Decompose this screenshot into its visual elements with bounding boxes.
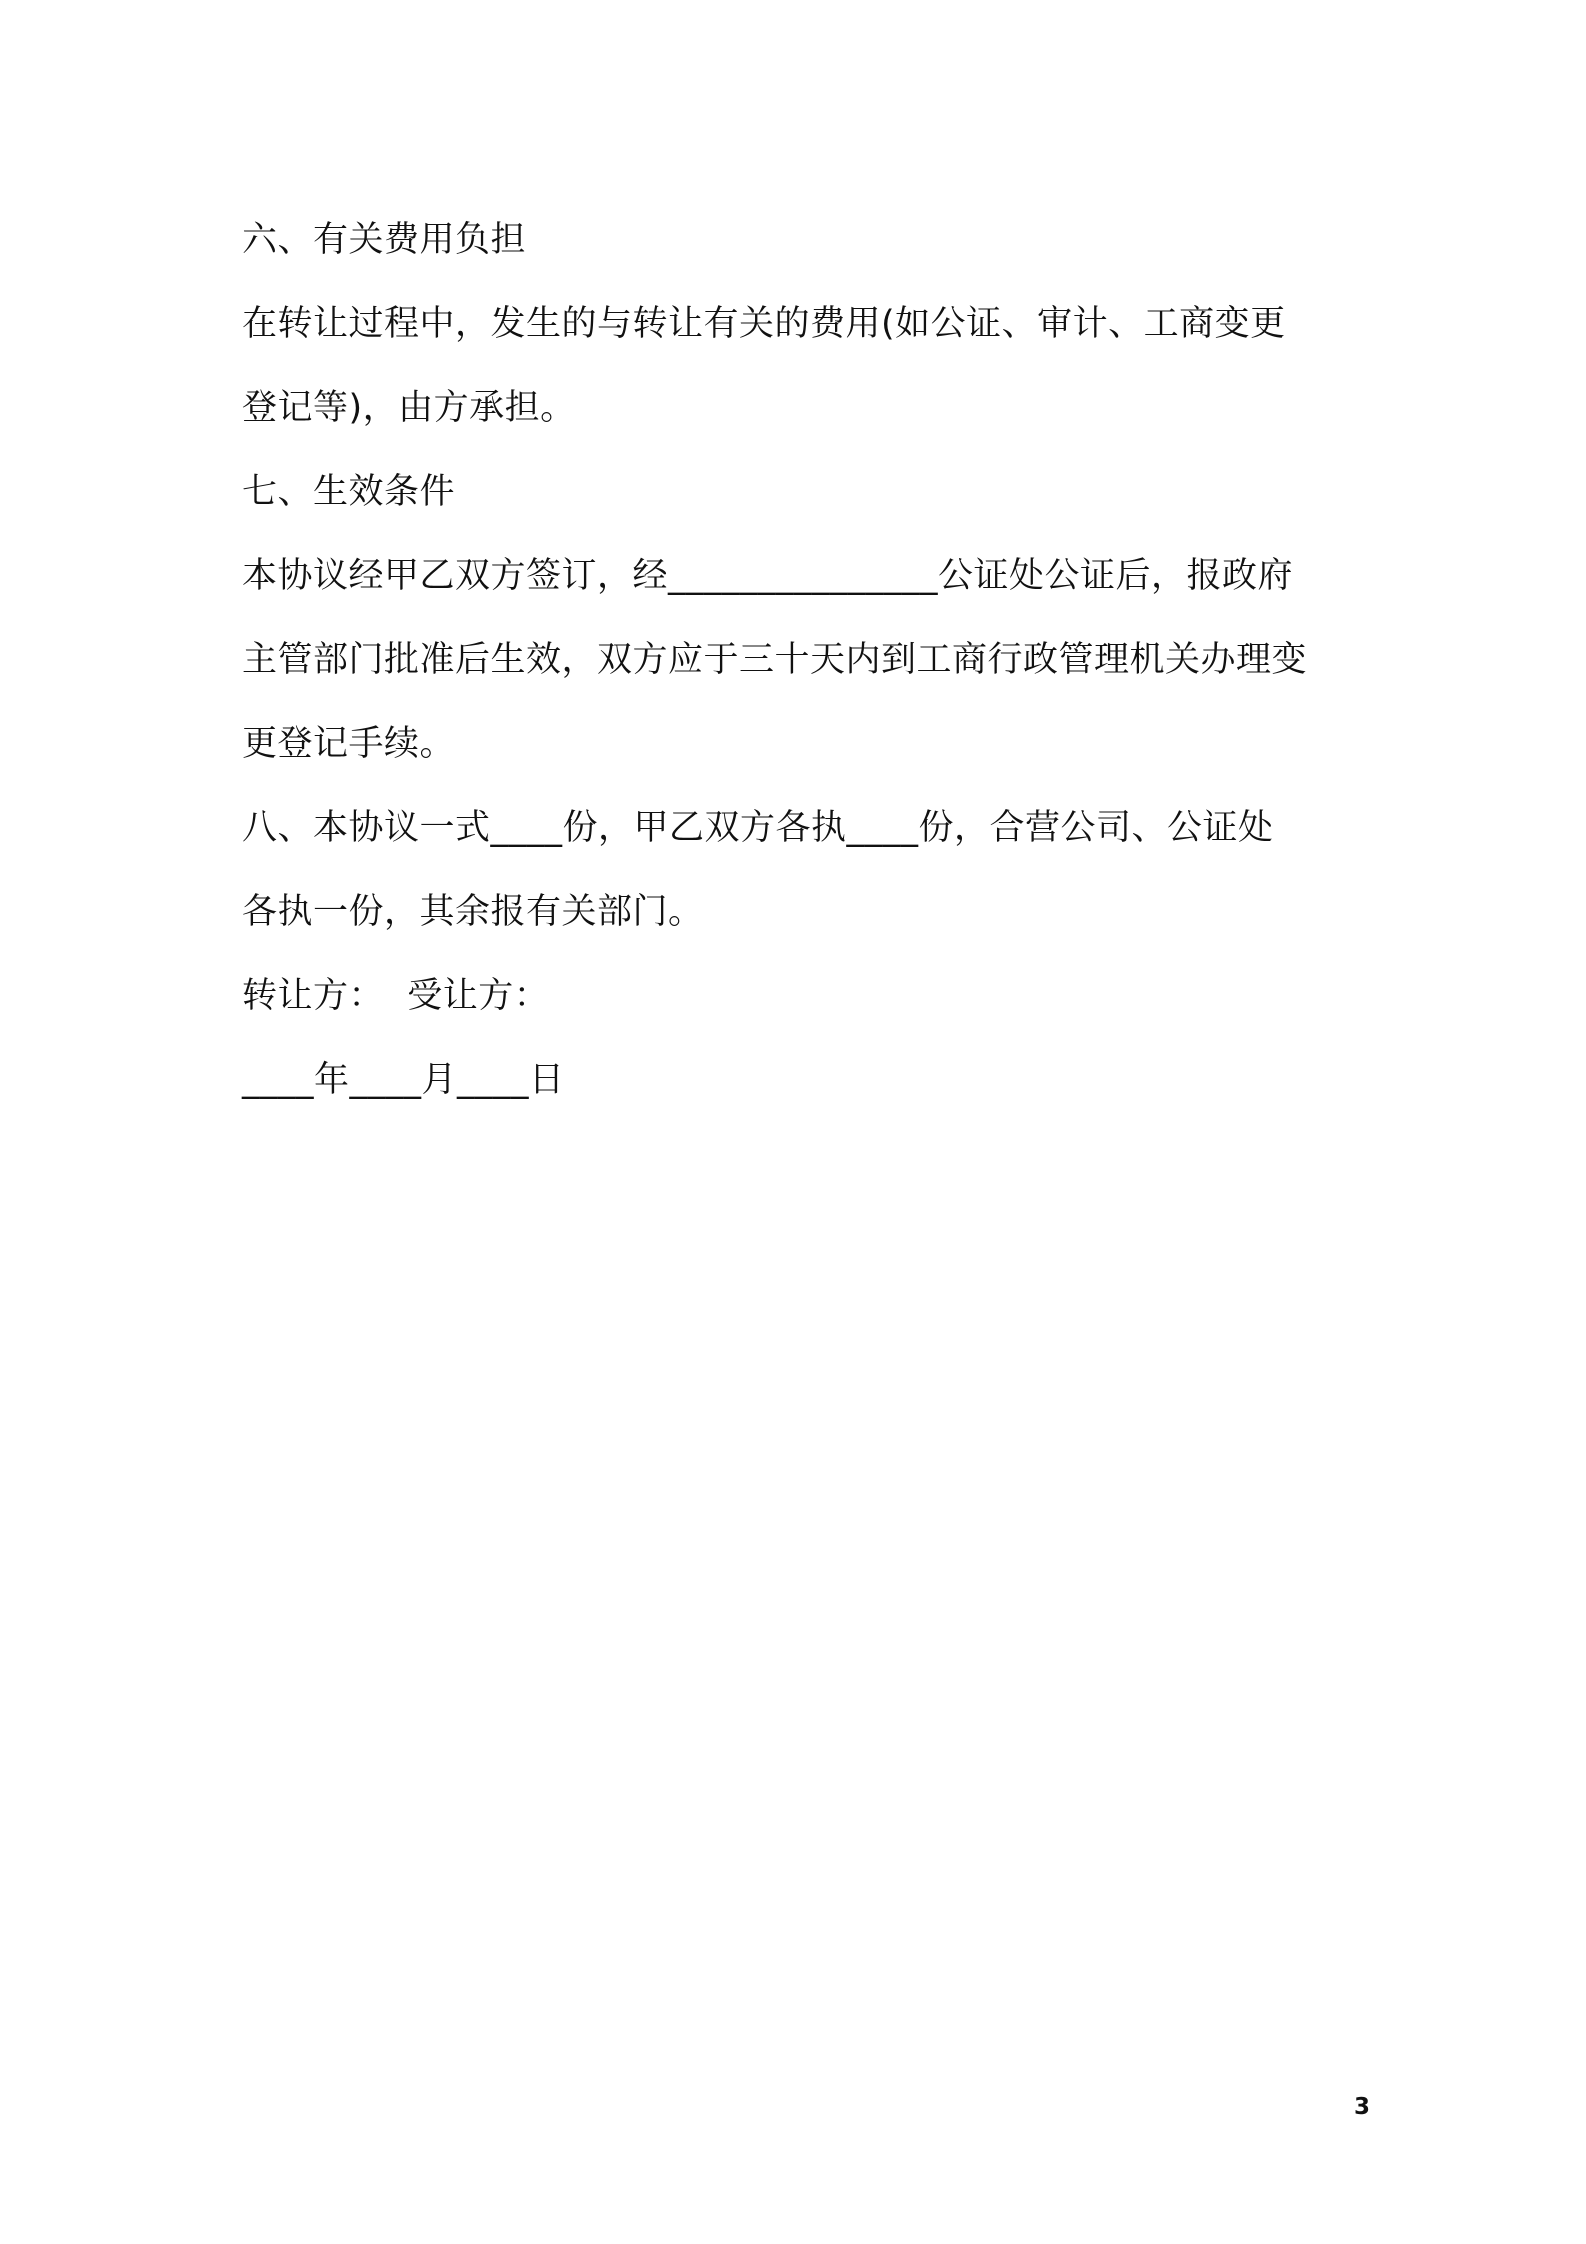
signature-date: ____年____月____日 <box>242 1060 565 1100</box>
section-copies-line-1: 八、本协议一式____份，甲乙双方各执____份，合营公司、公证处 <box>242 808 1274 848</box>
paragraph-effective-line-1: 本协议经甲乙双方签订，经_______________公证处公证后，报政府 <box>242 556 1294 596</box>
paragraph-costs-line-2: 登记等)，由方承担。 <box>242 388 576 428</box>
section-copies-line-2: 各执一份，其余报有关部门。 <box>242 892 704 932</box>
paragraph-effective-line-2: 主管部门批准后生效，双方应于三十天内到工商行政管理机关办理变 <box>242 640 1308 680</box>
section-heading-costs: 六、有关费用负担 <box>242 220 527 260</box>
paragraph-effective-line-3: 更登记手续。 <box>242 724 456 764</box>
document-body <box>242 198 1358 1122</box>
signature-parties: 转让方： 受让方： <box>242 976 550 1016</box>
paragraph-costs-line-1: 在转让过程中，发生的与转让有关的费用(如公证、审计、工商变更 <box>242 304 1286 344</box>
page-number: 3 <box>1353 2094 1370 2120</box>
section-heading-effective-conditions: 七、生效条件 <box>242 472 456 512</box>
